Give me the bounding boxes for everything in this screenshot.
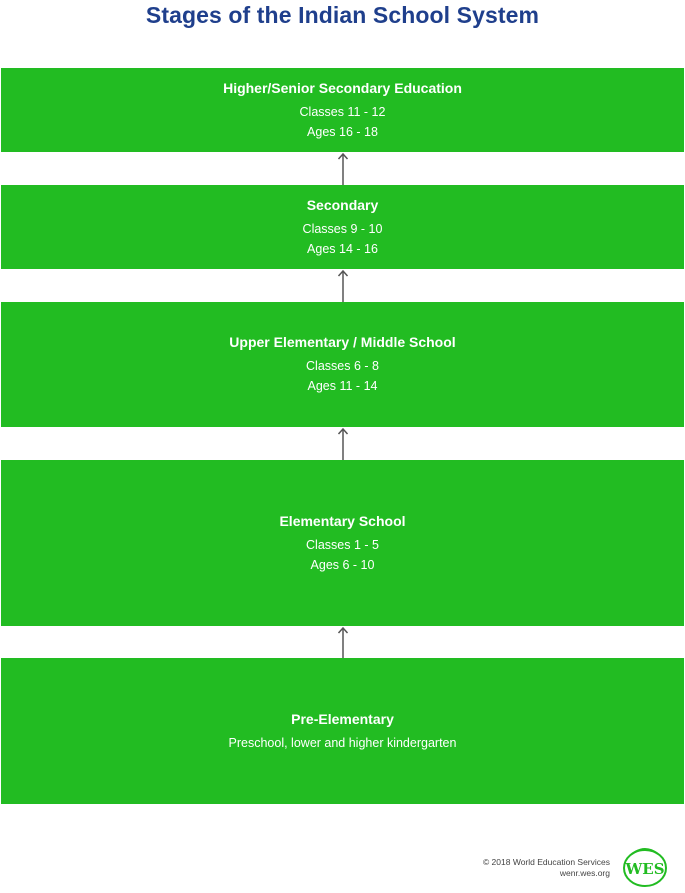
stage-name: Higher/Senior Secondary Education [223, 79, 462, 96]
stage-box-secondary [1, 185, 684, 269]
stage-box-higher-secondary [1, 68, 684, 152]
up-arrow-icon [337, 427, 349, 460]
stage-classes: Classes 1 - 5 [306, 537, 379, 552]
stage-ages: Ages 11 - 14 [307, 379, 378, 393]
stage-name: Secondary [306, 196, 379, 213]
up-arrow-icon [337, 626, 349, 658]
stage-box-upper-elementary [1, 302, 684, 427]
stage-box-elementary [1, 460, 684, 626]
stage-classes: Classes 11 - 12 [299, 104, 386, 119]
wes-logo [622, 846, 668, 888]
logo-text: WES [625, 860, 665, 878]
stage-name: Pre-Elementary [291, 710, 394, 727]
stage-classes: Classes 6 - 8 [306, 359, 379, 373]
stage-name: Upper Elementary / Middle School [229, 334, 456, 350]
stage-ages: Ages 14 - 16 [307, 241, 378, 256]
up-arrow-icon [337, 152, 349, 185]
stage-ages: Ages 6 - 10 [310, 557, 375, 572]
footer-credit [483, 857, 610, 879]
diagram-title: Stages of the Indian School System [145, 2, 540, 28]
source-url: wenr.wes.org [559, 868, 610, 878]
copyright-text: © 2018 World Education Services [482, 857, 610, 867]
stage-ages: Ages 16 - 18 [307, 124, 378, 139]
stage-classes: Classes 9 - 10 [302, 221, 383, 236]
up-arrow-icon [337, 269, 349, 302]
stage-box-pre-elementary [1, 658, 684, 804]
stage-description: Preschool, lower and higher kindergarten [228, 735, 457, 750]
stage-name: Elementary School [279, 512, 406, 529]
